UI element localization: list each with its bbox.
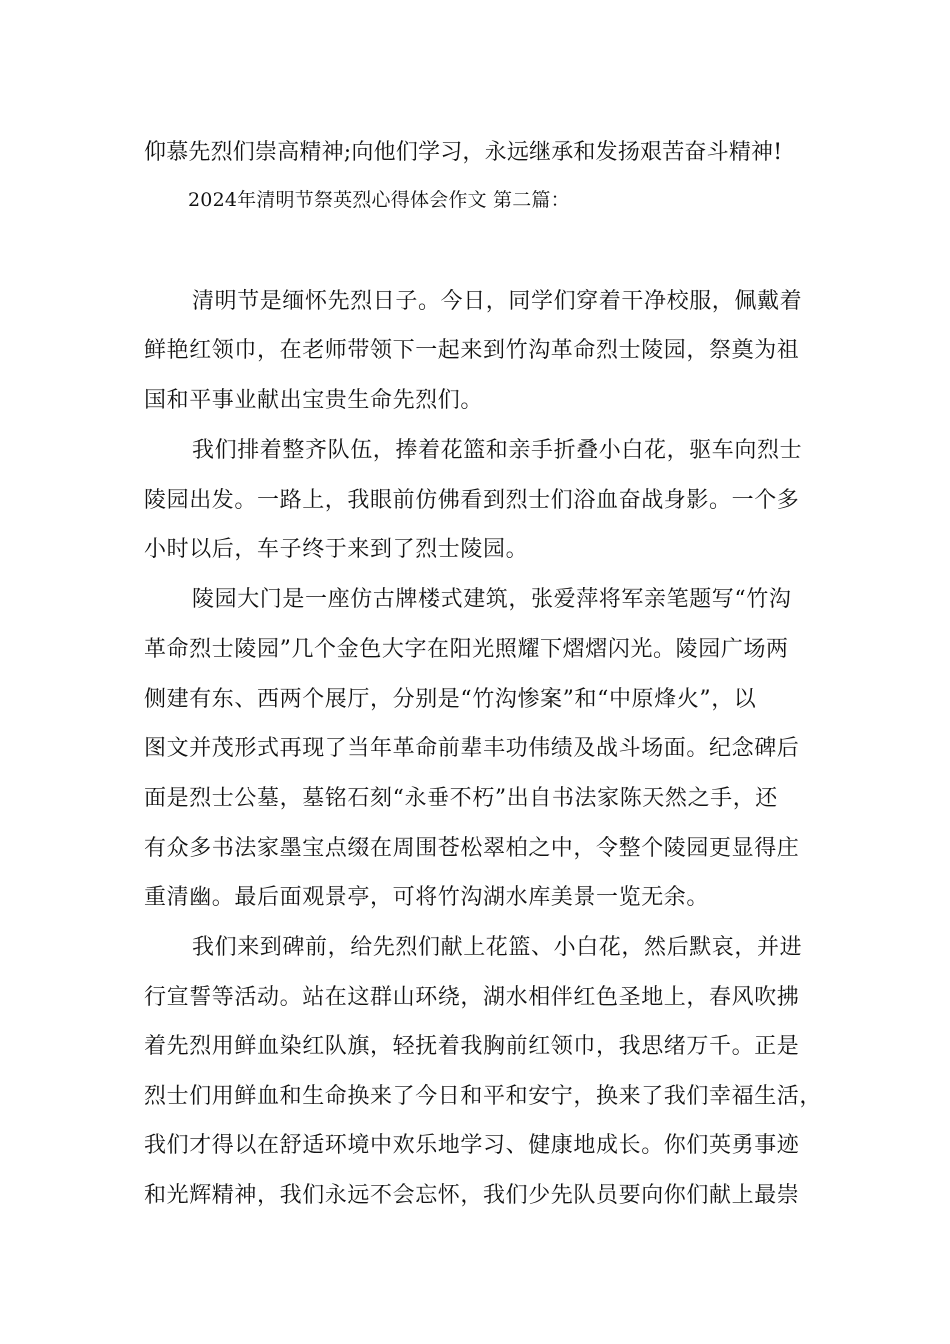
text-line: 我们来到碑前，给先烈们献上花篮、小白花，然后默哀，并进: [192, 935, 803, 960]
text-line: 着先烈用鲜血染红队旗，轻抚着我胸前红领巾，我思绪万千。正是: [144, 1034, 800, 1059]
text-line: 行宣誓等活动。站在这群山环绕，湖水相伴红色圣地上，春风吹拂: [144, 985, 800, 1010]
text-line: 小时以后，车子终于来到了烈士陵园。: [144, 537, 529, 562]
text-line: 图文并茂形式再现了当年革命前辈丰功伟绩及战斗场面。纪念碑后: [144, 736, 800, 761]
text-line: 有众多书法家墨宝点缀在周围苍松翠柏之中，令整个陵园更显得庄: [144, 836, 800, 861]
text-line: 我们才得以在舒适环境中欢乐地学习、健康地成长。你们英勇事迹: [144, 1133, 800, 1158]
text-line: 烈士们用鲜血和生命换来了今日和平和安宁，换来了我们幸福生活，: [144, 1084, 823, 1109]
text-line: 陵园出发。一路上，我眼前仿佛看到烈士们浴血奋战身影。一个多: [144, 488, 800, 513]
text-line: 清明节是缅怀先烈日子。今日，同学们穿着干净校服，佩戴着: [192, 289, 803, 314]
text-line: 我们排着整齐队伍，捧着花篮和亲手折叠小白花，驱车向烈士: [192, 438, 803, 463]
text-line: 国和平事业献出宝贵生命先烈们。: [144, 388, 484, 413]
text-line: 鲜艳红领巾，在老师带领下一起来到竹沟革命烈士陵园，祭奠为祖: [144, 338, 800, 363]
text-line: 革命烈士陵园”几个金色大字在阳光照耀下熠熠闪光。陵园广场两: [144, 637, 789, 662]
text-line: 侧建有东、西两个展厅，分别是“竹沟惨案”和“中原烽火”，以: [144, 687, 757, 712]
text-line: 重清幽。最后面观景亭，可将竹沟湖水库美景一览无余。: [144, 885, 710, 910]
text-line: 陵园大门是一座仿古牌楼式建筑，张爱萍将军亲笔题写“竹沟: [192, 587, 792, 612]
text-line: 和光辉精神，我们永远不会忘怀，我们少先队员要向你们献上最崇: [144, 1183, 800, 1208]
section-heading: 2024年清明节祭英烈心得体会作文 第二篇：: [188, 189, 570, 211]
text-line: 仰慕先烈们崇高精神;向他们学习，永远继承和发扬艰苦奋斗精神!: [144, 140, 783, 165]
text-line: 面是烈士公墓，墓铭石刻“永垂不朽”出自书法家陈天然之手，还: [144, 786, 778, 811]
